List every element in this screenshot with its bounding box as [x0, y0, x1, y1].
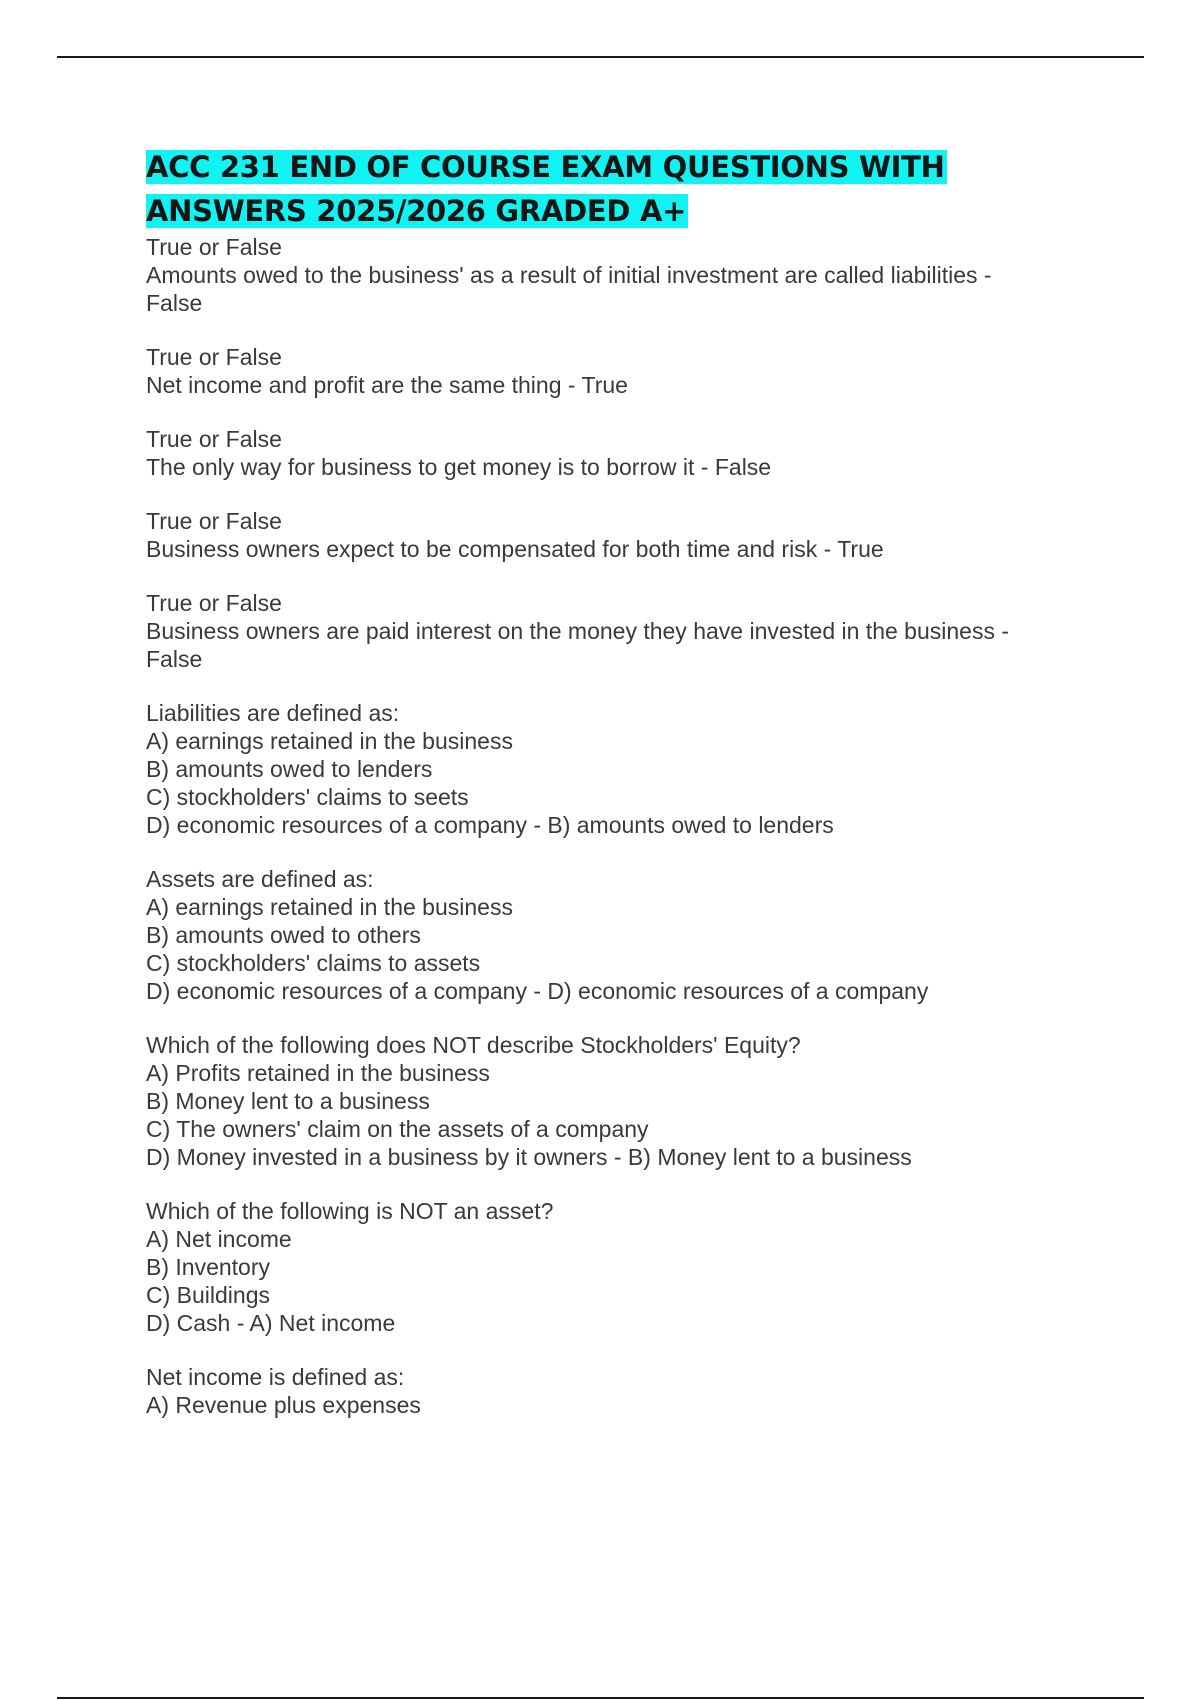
question-text: Assets are defined as:	[146, 866, 374, 892]
document-body	[146, 145, 1086, 1419]
question-block	[146, 343, 1086, 399]
answer-line: B) Money lent to a business	[146, 1088, 430, 1114]
answer-line: D) economic resources of a company - D) economic resources of a company	[146, 978, 929, 1004]
answer-line: Business owners are paid interest on the money they have invested in the business -	[146, 618, 1009, 644]
answer-line: C) stockholders' claims to assets	[146, 950, 481, 976]
answer-line: Net income and profit are the same thing - True	[146, 372, 628, 398]
answer-line: C) Buildings	[146, 1282, 270, 1308]
answer-line: B) amounts owed to lenders	[146, 756, 433, 782]
question-text: Which of the following does NOT describe Stockholders' Equity?	[146, 1032, 801, 1058]
question-list	[146, 233, 1086, 1419]
title-line-1: ACC 231 END OF COURSE EXAM QUESTIONS WITH	[146, 150, 945, 184]
answer-line: B) Inventory	[146, 1254, 270, 1280]
answer-line: D) Money invested in a business by it owners - B) Money lent to a business	[146, 1144, 912, 1170]
question-block	[146, 233, 1086, 317]
question-text: True or False	[146, 344, 282, 370]
answer-line: False	[146, 646, 203, 672]
answer-line: D) Cash - A) Net income	[146, 1310, 396, 1336]
question-text: True or False	[146, 234, 282, 260]
bottom-rule	[57, 1697, 1144, 1699]
question-block	[146, 1031, 1086, 1171]
answer-line: False	[146, 290, 203, 316]
question-text: Which of the following is NOT an asset?	[146, 1198, 554, 1224]
answer-line: Business owners expect to be compensated for both time and risk - True	[146, 536, 884, 562]
question-block	[146, 1197, 1086, 1337]
question-block	[146, 507, 1086, 563]
question-block	[146, 699, 1086, 839]
question-text: Net income is defined as:	[146, 1364, 405, 1390]
answer-line: C) The owners' claim on the assets of a company	[146, 1116, 649, 1142]
answer-line: B) amounts owed to others	[146, 922, 421, 948]
question-text: Liabilities are defined as:	[146, 700, 400, 726]
question-text: True or False	[146, 426, 282, 452]
answer-line: A) Revenue plus expenses	[146, 1392, 421, 1418]
answer-line: A) Net income	[146, 1226, 292, 1252]
answer-line: The only way for business to get money is to borrow it - False	[146, 454, 772, 480]
question-text: True or False	[146, 590, 282, 616]
question-block	[146, 1363, 1086, 1419]
document-title	[146, 145, 1086, 233]
answer-line: C) stockholders' claims to seets	[146, 784, 469, 810]
question-block	[146, 589, 1086, 673]
answer-line: Amounts owed to the business' as a result of initial investment are called liabilities -	[146, 262, 992, 288]
question-text: True or False	[146, 508, 282, 534]
answer-line: D) economic resources of a company - B) amounts owed to lenders	[146, 812, 834, 838]
question-block	[146, 865, 1086, 1005]
title-line-2: ANSWERS 2025/2026 GRADED A+	[146, 194, 687, 228]
question-block	[146, 425, 1086, 481]
answer-line: A) earnings retained in the business	[146, 728, 513, 754]
top-rule	[57, 56, 1144, 58]
answer-line: A) Profits retained in the business	[146, 1060, 490, 1086]
answer-line: A) earnings retained in the business	[146, 894, 513, 920]
